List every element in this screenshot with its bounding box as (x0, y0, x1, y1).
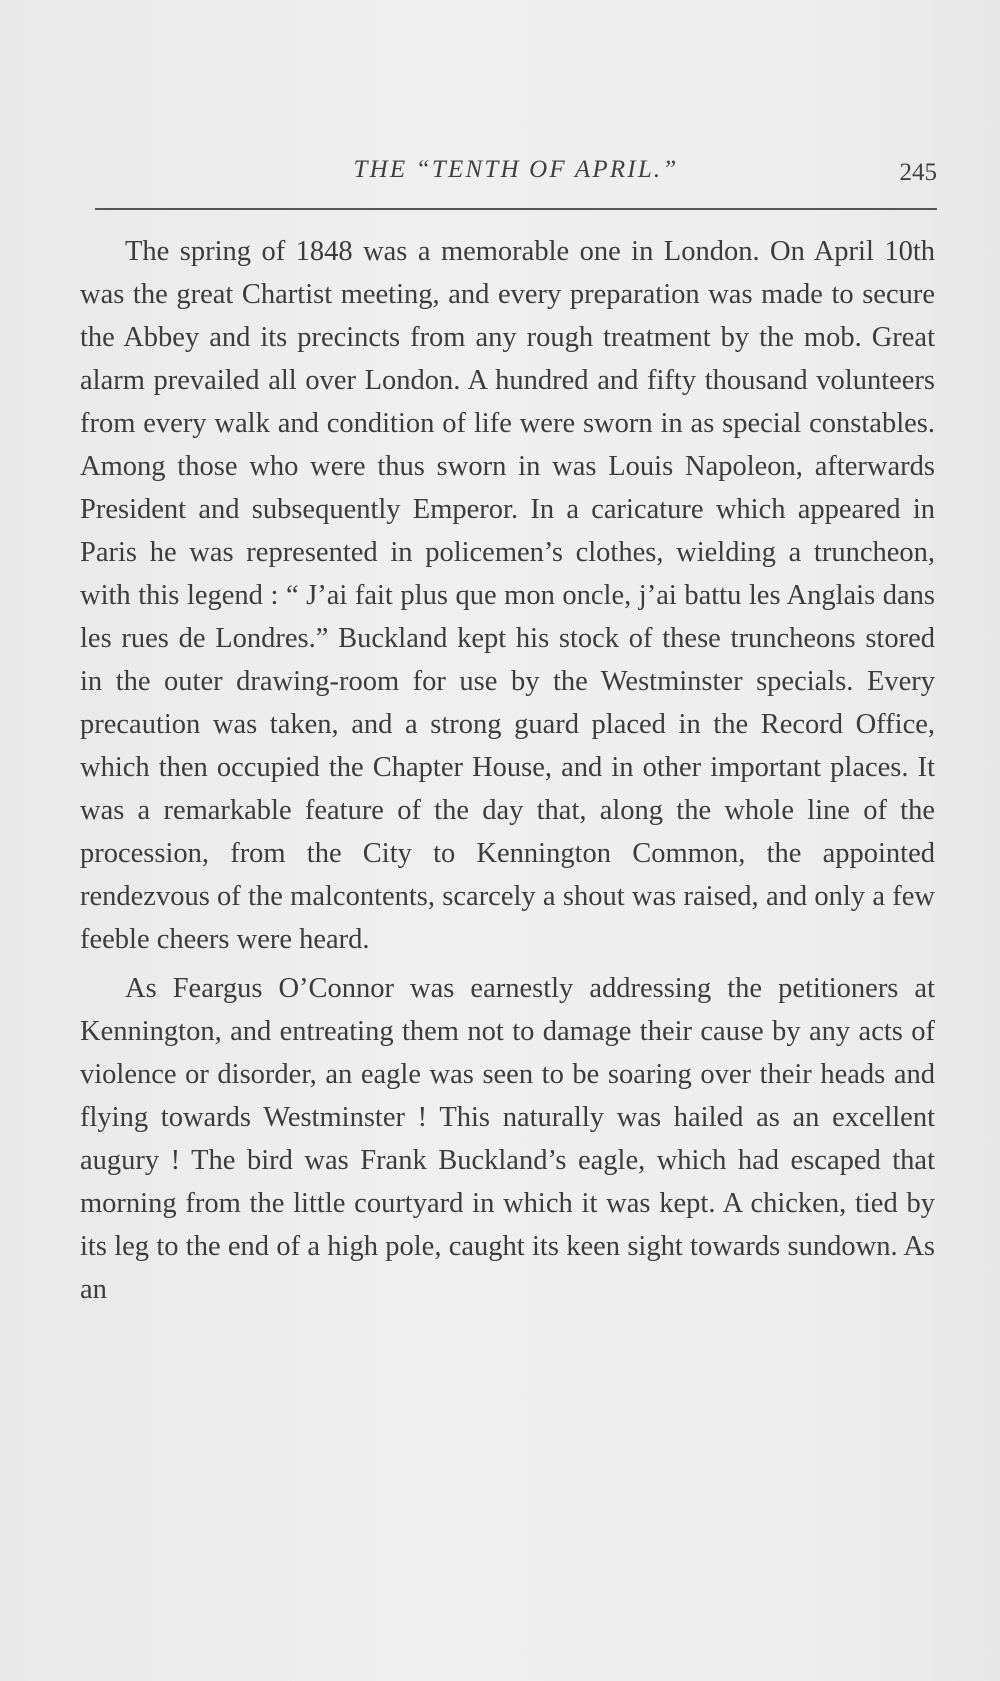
page-header (95, 156, 937, 196)
paragraph: The spring of 1848 was a memorable one in London. On April 10th was the great Chartist meeting, and every preparation was made to secure the Abbey and its precincts from any rough treatment by the mob. Great alarm prevailed all over London. A hundred and fifty thousand volunteers from every walk and condition of life were sworn in as special constables. Among those who were thus sworn in was Louis Napoleon, afterwards President and subsequently Emperor. In a caricature which appeared in Paris he was represented in policemen’s clothes, wielding a truncheon, with this legend : “ J’ai fait plus que mon oncle, j’ai battu les Anglais dans les rues de Londres.” Buckland kept his stock of these truncheons stored in the outer drawing-room for use by the Westminster specials. Every precaution was taken, and a strong guard placed in the Record Office, which then occupied the Chapter House, and in other important places. It was a remarkable feature of the day that, along the whole line of the procession, from the City to Kennington Common, the appointed rendezvous of the malcontents, scarcely a shout was raised, and only a few feeble cheers were heard. (80, 236, 935, 955)
paragraph: As Feargus O’Connor was earnestly addressing the petitioners at Kennington, and entreating them not to damage their cause by any acts of violence or disorder, an eagle was seen to be soaring over their heads and flying towards Westminster ! This naturally was hailed as an excellent augury ! The bird was Frank Buckland’s eagle, which had escaped that morning from the little courtyard in which it was kept. A chicken, tied by its leg to the end of a high pole, caught its keen sight towards sundown. As an (80, 973, 935, 1305)
body-text (80, 230, 935, 1317)
page-number: 245 (899, 159, 937, 186)
header-rule (95, 208, 937, 210)
running-title: THE “TENTH OF APRIL.” (353, 156, 679, 183)
